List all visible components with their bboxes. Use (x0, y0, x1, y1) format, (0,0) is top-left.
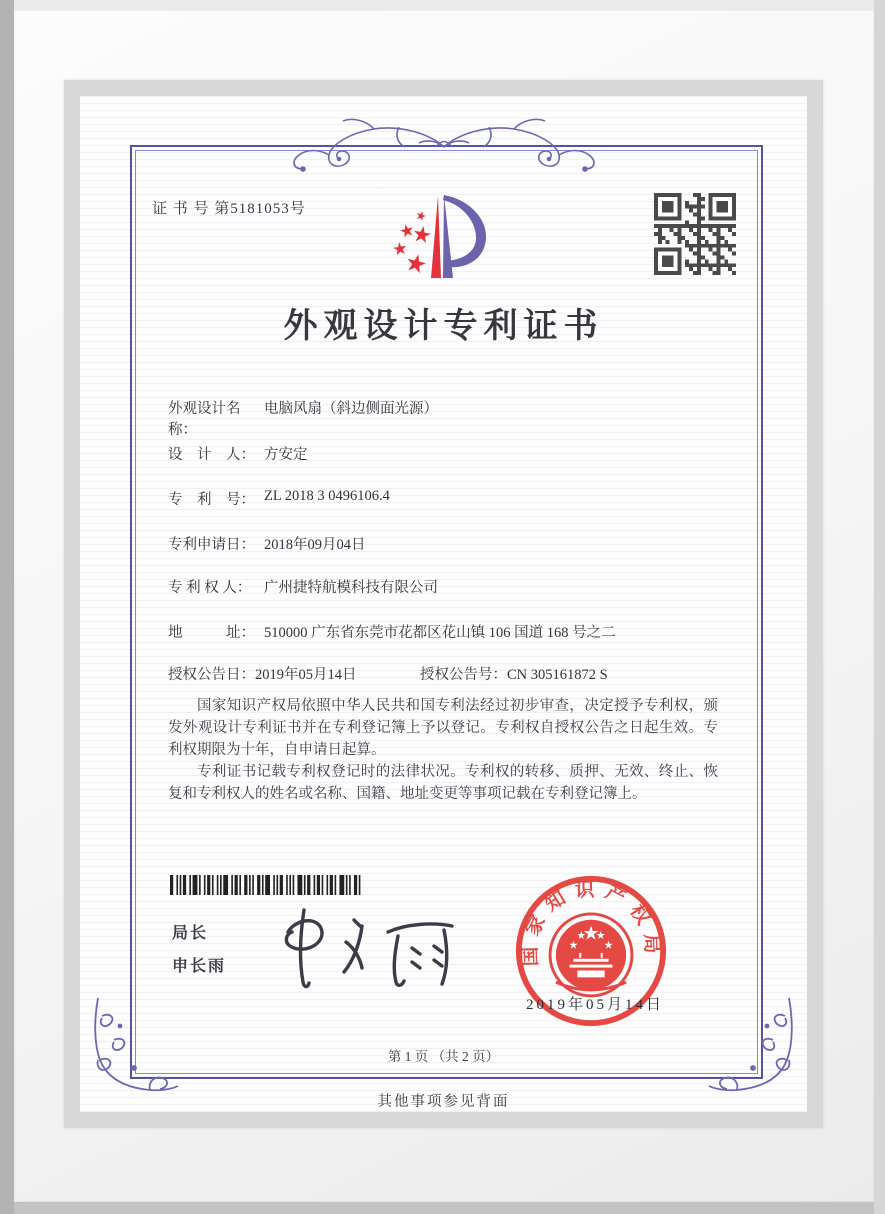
field-label: 专利申请日： (168, 537, 255, 553)
field-row-design-name (168, 397, 728, 439)
field-value: ZL 2018 3 0496106.4 (264, 488, 390, 504)
field-row-address (168, 621, 728, 642)
director-signature (276, 898, 471, 990)
cnipa-logo-icon (378, 188, 512, 300)
border-flourish-bottom-left-icon (88, 994, 183, 1094)
barcode (170, 875, 362, 895)
grant-no-label: 授权公告号： (420, 667, 507, 683)
field-row-patentee (168, 576, 728, 597)
field-value: 510000 广东省东莞市花都区花山镇 106 国道 168 号之二 (264, 625, 616, 641)
seal-date: 2019年05月14日 (526, 997, 665, 1013)
grant-date-label: 授权公告日： (168, 667, 255, 683)
field-value: 广州捷特航模科技有限公司 (264, 580, 438, 596)
certificate-number: 证 书 号 第5181053号 (152, 201, 306, 217)
frame-mat-bevel (64, 80, 823, 1128)
page-indicator: 第 1 页 （共 2 页） (387, 1049, 500, 1064)
legal-text (168, 695, 718, 805)
qr-code (654, 193, 736, 275)
grant-no-value: CN 305161872 S (507, 667, 608, 683)
field-row-patent-number (168, 488, 728, 509)
field-value: 电脑风扇（斜边侧面光源） (264, 401, 438, 417)
paragraph: 国家知识产权局依照中华人民共和国专利法经过初步审查，决定授予专利权，颁发外观设计专利证书并在专利登记簿上予以登记。专利权自授权公告之日起生效。专利权期限为十年，自申请日起算。 (168, 698, 718, 758)
field-row-designer (168, 443, 728, 464)
field-label: 专 利 权 人： (168, 580, 252, 596)
certificate-paper (80, 96, 807, 1112)
field-label: 外观设计名称： (168, 401, 241, 438)
border-ornament-top-icon (284, 114, 604, 176)
paragraph: 专利证书记载专利权登记时的法律状况。专利权的转移、质押、无效、终止、恢复和专利权人的姓名或名称、国籍、地址变更等事项记载在专利登记簿上。 (168, 764, 718, 802)
seal-text: 国家知识产权局 (520, 879, 663, 967)
field-value: 2018年09月04日 (264, 537, 366, 553)
back-note: 其他事项参见背面 (377, 1094, 510, 1110)
grant-row (168, 663, 748, 684)
field-label: 设 计 人： (168, 447, 255, 463)
photo-frame-face (14, 10, 874, 1202)
signer-title: 局长 (172, 925, 209, 942)
field-row-filing-date (168, 533, 728, 554)
certificate-title: 外观设计专利证书 (283, 308, 604, 345)
signer-name: 申长雨 (172, 958, 227, 975)
border-flourish-bottom-right-icon (704, 994, 799, 1094)
grant-date-value: 2019年05月14日 (255, 667, 357, 683)
field-label: 地 址： (168, 625, 255, 641)
field-value: 方安定 (264, 447, 308, 463)
field-label: 专 利 号： (168, 492, 255, 508)
